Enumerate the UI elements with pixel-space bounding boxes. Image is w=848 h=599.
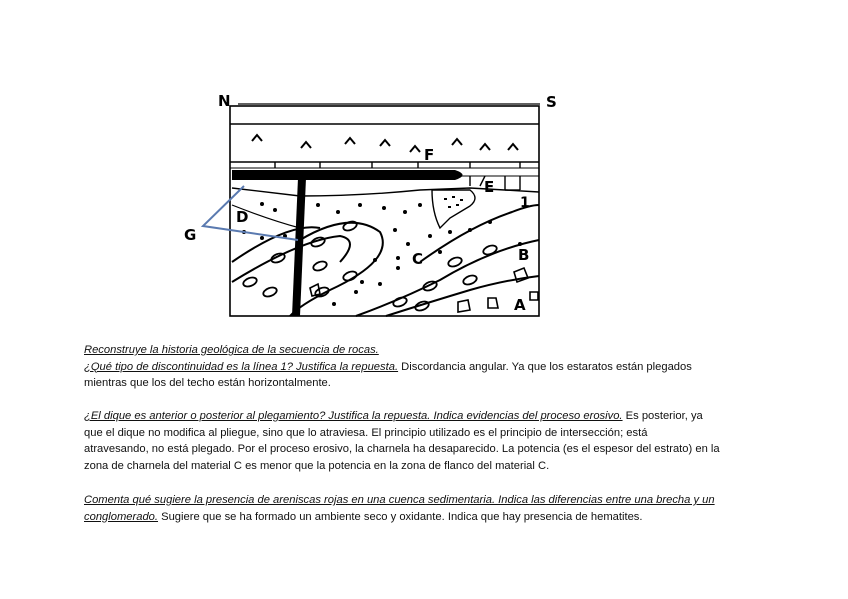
label-line-1: 1 <box>520 195 530 211</box>
question-block-1 <box>84 342 774 392</box>
label-D: D <box>236 208 249 226</box>
question-4: Comenta qué sugiere la presencia de areniscas rojas en una cuenca sedimentaria. Indica las diferencias entre una brecha y un <box>84 494 715 506</box>
layer-E <box>432 190 475 228</box>
label-E: E <box>484 178 495 196</box>
volcanic-symbols <box>252 135 518 152</box>
question-2: ¿Qué tipo de discontinuidad es la línea 1? Justifica la repuesta. <box>84 360 399 373</box>
label-C: C <box>412 250 424 268</box>
label-B: B <box>518 246 530 264</box>
answer-2-cont: mientras que los del techo están horizontalmente. <box>84 377 331 390</box>
answer-4: Sugiere que se ha formado un ambiente seco y oxidante. Indica que hay presencia de hematites. <box>158 510 643 523</box>
label-G: G <box>184 226 197 244</box>
answer-3-line2: que el dique no modifica al pliegue, sino que lo atraviesa. El principio utilizado es el principio de intersección; está <box>84 426 648 439</box>
question-block-3 <box>84 492 774 525</box>
question-3: ¿El dique es anterior o posterior al plegamiento? Justifica la repuesta. Indica evidencias del proceso erosivo. <box>84 410 623 422</box>
answer-3: Es posterior, ya <box>622 410 703 422</box>
label-F: F <box>424 146 435 164</box>
answer-2: Discordancia angular. Ya que los estaratos están plegados <box>398 360 692 373</box>
question-1: Reconstruye la historia geológica de la secuencia de rocas. <box>84 344 379 356</box>
answer-3-line3: atravesando, no está plegado. Por el proceso erosivo, la charnela ha desaparecido. La potencia (es el espesor del estrato) en la <box>84 443 720 456</box>
question-block-2 <box>84 408 774 474</box>
label-north: N <box>218 92 231 110</box>
sill <box>232 170 463 180</box>
label-A: A <box>514 296 526 314</box>
question-4-cont: conglomerado. <box>84 510 159 523</box>
label-south: S <box>546 93 557 111</box>
answer-3-line4: zona de charnela del material C es menor que la potencia en la zona de flanco del material C. <box>84 459 550 472</box>
